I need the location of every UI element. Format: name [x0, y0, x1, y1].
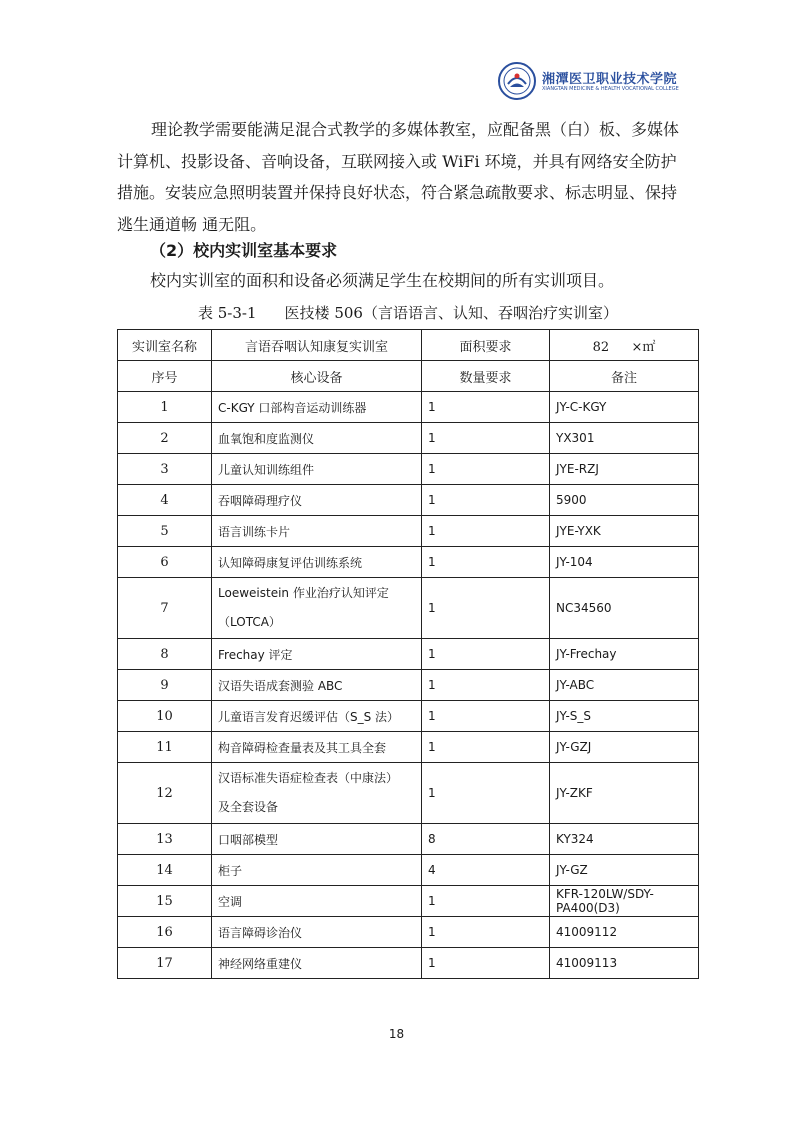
device-name: 构音障碍检查量表及其工具全套 [212, 732, 422, 763]
table-row [118, 732, 699, 763]
device-name: 空调 [212, 886, 422, 917]
quantity: 1 [422, 763, 550, 824]
remark: 41009112 [550, 917, 699, 948]
remark: NC34560 [550, 578, 699, 639]
quantity: 1 [422, 670, 550, 701]
area-label: 面积要求 [422, 330, 550, 361]
remark: JY-104 [550, 547, 699, 578]
row-number: 12 [118, 763, 212, 824]
table-caption-number: 表 5-3-1 [198, 304, 257, 322]
row-number: 6 [118, 547, 212, 578]
row-number: 10 [118, 701, 212, 732]
device-name [212, 763, 422, 824]
device-name-line: （LOTCA） [218, 615, 281, 629]
table-row [118, 763, 699, 824]
quantity: 1 [422, 423, 550, 454]
remark: YX301 [550, 423, 699, 454]
area-unit: ×㎡ [631, 339, 656, 355]
area-value-cell [550, 330, 699, 361]
row-number: 1 [118, 392, 212, 423]
table-row [118, 423, 699, 454]
row-number: 17 [118, 948, 212, 979]
room-label: 实训室名称 [118, 330, 212, 361]
college-name-en: XIANGTAN MEDICINE & HEALTH VOCATIONAL COLLEGE [542, 86, 679, 92]
device-name [212, 578, 422, 639]
quantity: 1 [422, 701, 550, 732]
table-row [118, 485, 699, 516]
section-heading: （2）校内实训室基本要求 [150, 241, 338, 260]
table-caption [198, 302, 618, 323]
device-name: 认知障碍康复评估训练系统 [212, 547, 422, 578]
row-number: 13 [118, 824, 212, 855]
row-number: 5 [118, 516, 212, 547]
remark: JYE-RZJ [550, 454, 699, 485]
table-row [118, 855, 699, 886]
device-name: 神经网络重建仪 [212, 948, 422, 979]
quantity: 1 [422, 886, 550, 917]
table-row [118, 578, 699, 639]
remark: JY-GZ [550, 855, 699, 886]
device-name: 儿童认知训练组件 [212, 454, 422, 485]
remark: JY-Frechay [550, 639, 699, 670]
table-row [118, 454, 699, 485]
device-name: Frechay 评定 [212, 639, 422, 670]
quantity: 1 [422, 917, 550, 948]
table-row [118, 948, 699, 979]
quantity: 4 [422, 855, 550, 886]
column-header: 核心设备 [212, 361, 422, 392]
device-name: C-KGY 口部构音运动训练器 [212, 392, 422, 423]
quantity: 1 [422, 948, 550, 979]
quantity: 1 [422, 392, 550, 423]
remark: 41009113 [550, 948, 699, 979]
row-number: 2 [118, 423, 212, 454]
remark: KFR-120LW/SDY-PA400(D3) [550, 886, 699, 917]
quantity: 1 [422, 547, 550, 578]
remark: JY-C-KGY [550, 392, 699, 423]
device-name: 语言训练卡片 [212, 516, 422, 547]
remark: 5900 [550, 485, 699, 516]
row-number: 3 [118, 454, 212, 485]
device-name-line: 汉语标准失语症检查表（中康法） [218, 771, 399, 785]
device-name-line: 及全套设备 [218, 800, 279, 814]
table-row [118, 701, 699, 732]
table-row [118, 886, 699, 917]
remark: JY-S_S [550, 701, 699, 732]
table-row [118, 824, 699, 855]
row-number: 15 [118, 886, 212, 917]
remark: JY-ABC [550, 670, 699, 701]
column-header: 数量要求 [422, 361, 550, 392]
equipment-table-body [118, 330, 699, 979]
table-row [118, 392, 699, 423]
table-row [118, 639, 699, 670]
area-value: 82 [592, 339, 610, 355]
row-number: 9 [118, 670, 212, 701]
page-number: 18 [388, 1027, 405, 1041]
device-name: 血氧饱和度监测仪 [212, 423, 422, 454]
device-name: 语言障碍诊治仪 [212, 917, 422, 948]
row-number: 8 [118, 639, 212, 670]
quantity: 8 [422, 824, 550, 855]
table-caption-text: 医技楼 506（言语语言、认知、吞咽治疗实训室） [284, 304, 618, 322]
row-number: 14 [118, 855, 212, 886]
room-info-row [118, 330, 699, 361]
table-row [118, 547, 699, 578]
device-name: 口咽部模型 [212, 824, 422, 855]
quantity: 1 [422, 485, 550, 516]
device-name-line: Loeweistein 作业治疗认知评定 [218, 586, 389, 600]
device-name: 汉语失语成套测验 ABC [212, 670, 422, 701]
quantity: 1 [422, 578, 550, 639]
row-number: 11 [118, 732, 212, 763]
device-name: 儿童语言发育迟缓评估（S_S 法） [212, 701, 422, 732]
quantity: 1 [422, 732, 550, 763]
column-header: 序号 [118, 361, 212, 392]
column-header-row [118, 361, 699, 392]
room-name: 言语吞咽认知康复实训室 [212, 330, 422, 361]
college-logo [498, 62, 536, 100]
lab-requirement-paragraph: 校内实训室的面积和设备必须满足学生在校期间的所有实训项目。 [150, 271, 615, 290]
device-name: 吞咽障碍理疗仪 [212, 485, 422, 516]
quantity: 1 [422, 454, 550, 485]
table-row [118, 917, 699, 948]
page-header [498, 62, 698, 100]
remark: JY-ZKF [550, 763, 699, 824]
equipment-table [117, 329, 699, 979]
intro-paragraph: 理论教学需要能满足混合式教学的多媒体教室，应配备黑（白）板、多媒体计算机、投影设备、音响设备，互联网接入或 WiFi 环境，并具有网络安全防护措施。安装应急照明装置并保持良好状态，符合紧急疏散要求、标志明显、保持逃生通道畅 通无阻。 [117, 120, 680, 234]
row-number: 16 [118, 917, 212, 948]
table-row [118, 516, 699, 547]
column-header: 备注 [550, 361, 699, 392]
remark: KY324 [550, 824, 699, 855]
college-name: 湘潭医卫职业技术学院 [542, 72, 678, 87]
device-name: 柜子 [212, 855, 422, 886]
remark: JY-GZJ [550, 732, 699, 763]
quantity: 1 [422, 516, 550, 547]
row-number: 4 [118, 485, 212, 516]
remark: JYE-YXK [550, 516, 699, 547]
table-row [118, 670, 699, 701]
quantity: 1 [422, 639, 550, 670]
row-number: 7 [118, 578, 212, 639]
